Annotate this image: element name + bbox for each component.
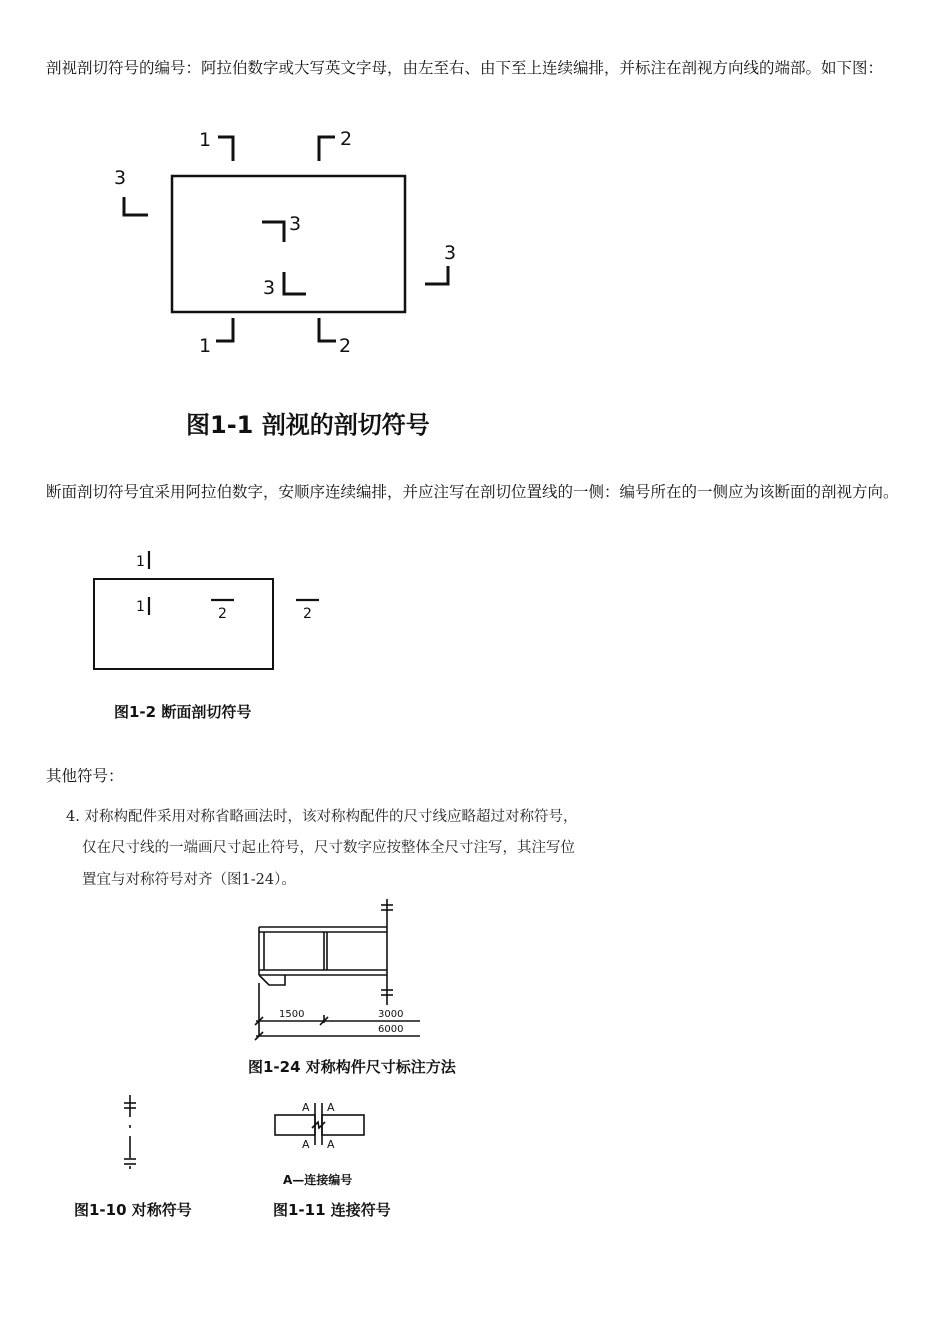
- connection-note: A—连接编号: [283, 1173, 353, 1187]
- label-a-top-right: A: [327, 1101, 335, 1114]
- item-4-line-3: 置宜与对称符号对齐（图1-24）。: [82, 872, 296, 888]
- label-a-bottom-right: A: [327, 1138, 335, 1151]
- cut-mark-3-right: [425, 266, 448, 284]
- label-1-bottom: 1: [199, 335, 212, 357]
- label-3-left: 3: [114, 167, 127, 189]
- cut-mark-1-bottom: [216, 318, 233, 341]
- figure-1-10: [72, 1093, 212, 1223]
- dim-6000: 6000: [378, 1024, 404, 1035]
- dim-1500: 1500: [279, 1009, 305, 1020]
- figure-1-2-caption: 图1-2 断面剖切符号: [114, 703, 252, 721]
- figure-1-1-caption: 图1-1 剖视的剖切符号: [186, 411, 430, 439]
- figure-1-11: [270, 1093, 430, 1228]
- label-3-center-bottom: 3: [263, 277, 276, 299]
- cut-mark-1-top: [218, 137, 233, 161]
- section1-paragraph: 剖视剖切符号的编号：阿拉伯数字或大写英文字母，由左至右、由下至上连续编排，并标注在剖视方向线的端部。如下图：: [46, 59, 884, 77]
- label-1-inner: 1: [136, 599, 145, 615]
- dim-3000: 3000: [378, 1009, 404, 1020]
- label-2-bottom: 2: [339, 335, 352, 357]
- item-4-text: [66, 805, 586, 893]
- section2-paragraph: 断面剖切符号宜采用阿拉伯数字，安顺序连续编排，并应注写在剖切位置线的一侧：编号所在的一侧应为该断面的剖视方向。: [46, 483, 899, 501]
- label-a-top-left: A: [302, 1101, 310, 1114]
- figure-1-2: [90, 545, 350, 730]
- label-1-top: 1: [199, 129, 212, 151]
- cut-mark-2-bottom: [319, 318, 336, 341]
- cut-mark-3-left: [124, 197, 148, 215]
- label-2-top: 2: [340, 128, 353, 150]
- figure-1-10-caption: 图1-10 对称符号: [74, 1201, 192, 1219]
- cut-mark-3-center-bottom: [284, 272, 306, 294]
- label-a-bottom-left: A: [302, 1138, 310, 1151]
- figure-1-24-caption: 图1-24 对称构件尺寸标注方法: [248, 1058, 456, 1076]
- label-1-outer: 1: [136, 554, 145, 570]
- figure-1-24: [245, 895, 465, 1085]
- section-rectangle: [172, 176, 405, 312]
- figure-1-1: [100, 118, 480, 448]
- cut-mark-3-center-top: [262, 222, 284, 242]
- item-4-line-2: 仅在尺寸线的一端画尺寸起止符号，尺寸数字应按整体全尺寸注写，其注写位: [82, 840, 575, 856]
- beam-support: [259, 975, 285, 985]
- break-mark: [312, 1122, 325, 1128]
- section3-heading: 其他符号：: [46, 767, 124, 785]
- label-3-right: 3: [444, 242, 457, 264]
- cut-mark-2-top: [319, 137, 335, 161]
- label-2-inner: 2: [218, 606, 227, 622]
- member-right: [322, 1115, 364, 1135]
- label-2-outer: 2: [303, 606, 312, 622]
- member-left: [275, 1115, 315, 1135]
- figure-1-11-caption: 图1-11 连接符号: [273, 1201, 391, 1219]
- section-rectangle-2: [94, 579, 273, 669]
- label-3-center-top: 3: [289, 213, 302, 235]
- item-4-line-1: 4. 对称构配件采用对称省略画法时，该对称构配件的尺寸线应略超过对称符号，: [66, 809, 578, 825]
